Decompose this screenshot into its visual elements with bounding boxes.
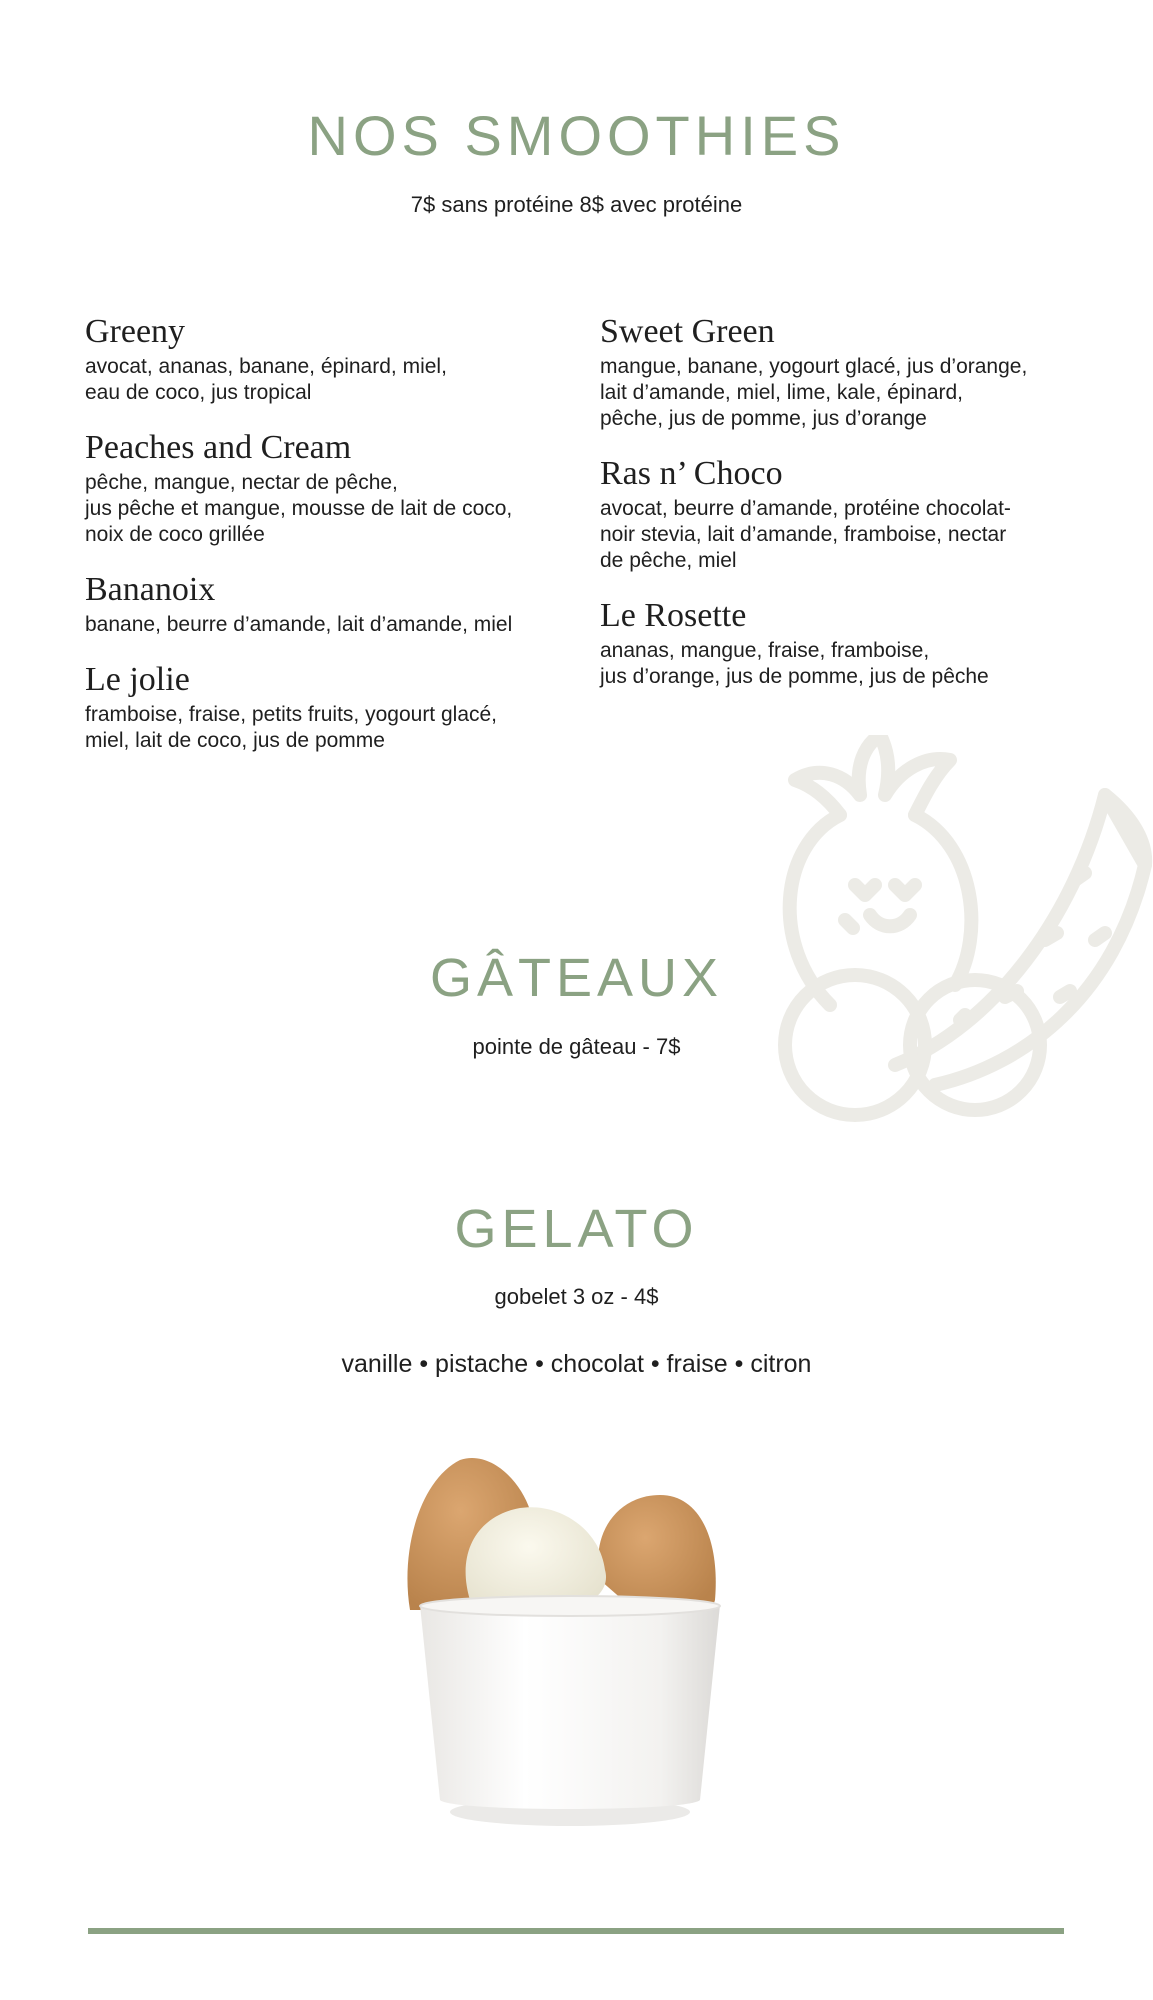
smoothies-left-column bbox=[85, 312, 585, 776]
menu-item-le-jolie bbox=[85, 660, 585, 754]
menu-item-bananoix bbox=[85, 570, 585, 638]
item-name: Le jolie bbox=[85, 661, 190, 698]
gelato-price-note: gobelet 3 oz - 4$ bbox=[494, 1284, 659, 1309]
gelato-flavors: vanille • pistache • chocolat • fraise • citron bbox=[341, 1350, 812, 1378]
gelato-cup-photo bbox=[390, 1440, 750, 1840]
smoothies-right-column bbox=[600, 312, 1080, 712]
item-name: Greeny bbox=[85, 313, 186, 350]
smoothies-title: NOS SMOOTHIES bbox=[307, 104, 846, 167]
item-name: Peaches and Cream bbox=[85, 429, 352, 466]
item-ingredients: ananas, mangue, fraise, framboise, jus d’orange, jus de pomme, jus de pêche bbox=[600, 639, 989, 688]
pineapple-watermelon-outline-icon bbox=[775, 735, 1153, 1135]
menu-item-greeny bbox=[85, 312, 585, 406]
item-name: Ras n’ Choco bbox=[600, 455, 783, 492]
gateaux-title: GÂTEAUX bbox=[429, 948, 724, 1008]
item-name: Le Rosette bbox=[600, 597, 747, 634]
bottom-divider bbox=[88, 1928, 1064, 1934]
item-ingredients: mangue, banane, yogourt glacé, jus d’orange, lait d’amande, miel, lime, kale, épinard, pêche, jus de pomme, jus d’orange bbox=[600, 355, 1028, 430]
item-ingredients: framboise, fraise, petits fruits, yogourt glacé, miel, lait de coco, jus de pomme bbox=[85, 703, 498, 752]
item-ingredients: avocat, ananas, banane, épinard, miel, eau de coco, jus tropical bbox=[85, 355, 447, 404]
item-name: Sweet Green bbox=[600, 313, 775, 350]
menu-item-le-rosette bbox=[600, 596, 1080, 690]
item-ingredients: avocat, beurre d’amande, protéine chocolat- noir stevia, lait d’amande, framboise, nectar de pêche, miel bbox=[600, 497, 1011, 572]
gelato-title: GELATO bbox=[454, 1199, 699, 1259]
gateaux-price-note: pointe de gâteau - 7$ bbox=[472, 1034, 681, 1059]
menu-item-peaches-and-cream bbox=[85, 428, 585, 548]
smoothies-price-note: 7$ sans protéine 8$ avec protéine bbox=[410, 192, 743, 217]
menu-item-ras-n-choco bbox=[600, 454, 1080, 574]
menu-item-sweet-green bbox=[600, 312, 1080, 432]
item-ingredients: pêche, mangue, nectar de pêche, jus pêche et mangue, mousse de lait de coco, noix de coco grillée bbox=[85, 471, 513, 546]
item-name: Bananoix bbox=[85, 571, 216, 608]
item-ingredients: banane, beurre d’amande, lait d’amande, miel bbox=[85, 613, 513, 636]
